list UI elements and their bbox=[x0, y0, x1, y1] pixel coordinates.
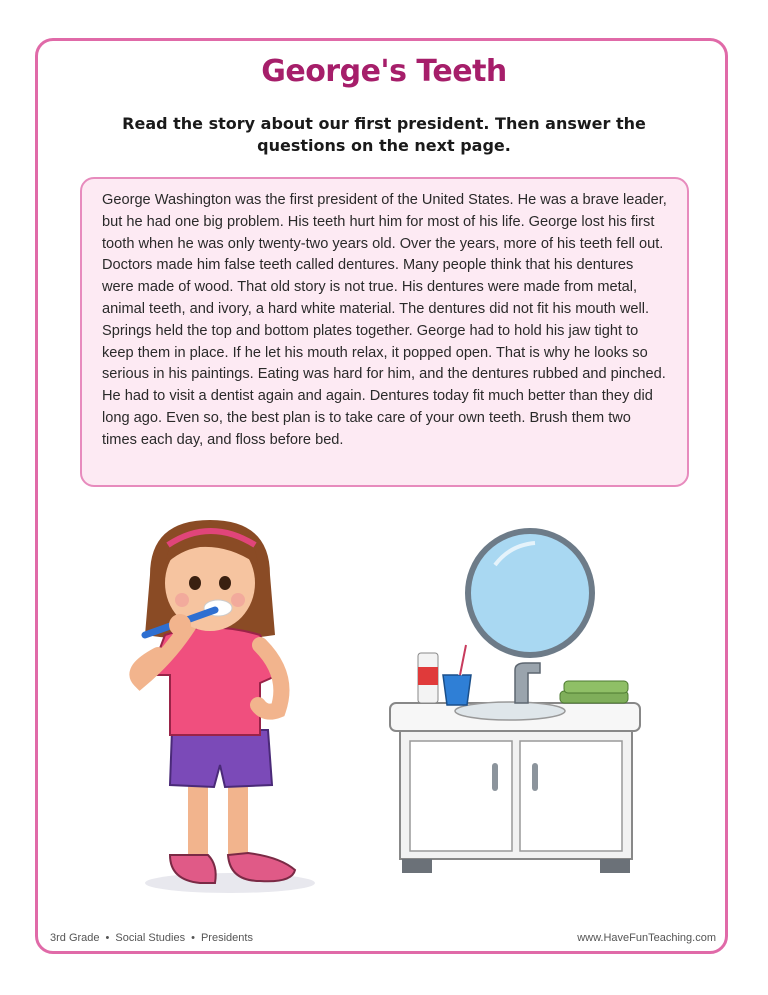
footer-separator: • bbox=[105, 932, 110, 944]
story-text: George Washington was the first president of the United States. He was a brave leader, but he had one big problem. His teeth hurt him for most of his life. George lost his first tooth when he was only twenty-two years old. Over the years, more of his teeth fell out. Doctors made him false teeth called dentures. Many people think that his dentures were made of wood. That old story is not true. His dentures were made from metal, animal teeth, and ivory, a hard white material. The dentures did not fit his mouth well. Springs held the top and bottom plates together. George had to hold his jaw tight to keep them in place. If he let his mouth relax, it popped open. That is why he looks so serious in his paintings. Eating was hard for him, and the dentures rubbed and pinched. He had to visit a dentist again and again. Dentures today fit much better than they did long ago. Even so, the best plan is to take care of your own teeth. Brush them two times each day, and floss before bed. bbox=[102, 192, 667, 448]
footer-tags bbox=[50, 932, 253, 944]
footer-grade: 3rd Grade bbox=[50, 932, 100, 944]
footer-website[interactable]: www.HaveFunTeaching.com bbox=[577, 932, 716, 944]
page-title: George's Teeth bbox=[261, 54, 507, 89]
illustration bbox=[110, 505, 670, 915]
instructions: Read the story about our first president. Then answer the questions on the next page. bbox=[122, 114, 646, 155]
bathroom-sink-illustration bbox=[390, 531, 640, 873]
footer-subject: Social Studies bbox=[115, 932, 186, 944]
footer-topic: Presidents bbox=[200, 932, 253, 944]
footer-separator: • bbox=[191, 932, 195, 944]
girl-brushing-teeth-illustration bbox=[137, 520, 315, 893]
